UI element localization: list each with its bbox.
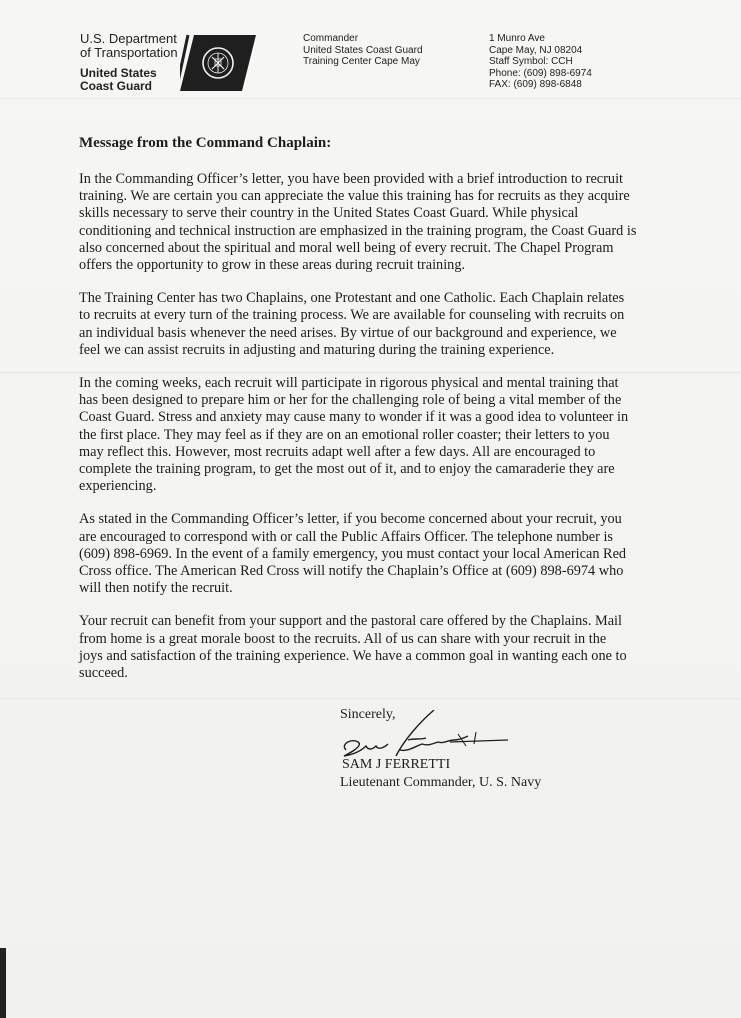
text-line: joys and satisfaction of the training experience. We have a common goal in wanting each one to <box>79 647 627 664</box>
commander-line: United States Coast Guard <box>303 44 423 56</box>
text-line: from home is a great morale boost to the recruits. All of us can share with your recruit in the <box>79 630 607 647</box>
coast-guard-seal-icon <box>180 33 256 93</box>
signer-name: SAM J FERRETTI <box>342 757 451 772</box>
text-line: the first place. They may feel as if they are on an emotional roller coaster; their letters to you <box>79 426 610 443</box>
scan-edge-shadow <box>0 948 6 1018</box>
text-line: skills necessary to serve their country in the United States Coast Guard. While physical <box>79 205 579 222</box>
address-line: Cape May, NJ 08204 <box>489 44 583 56</box>
text-line: succeed. <box>79 665 128 682</box>
text-line: conditioning and technical instruction are emphasized in the training program, the Coast Guard is <box>79 222 637 239</box>
text-line: has been designed to prepare him or her for the challenging role of being a vital member of the <box>79 392 622 409</box>
commander-line: Training Center Cape May <box>303 56 420 67</box>
coast-guard-line: Coast Guard <box>80 79 153 93</box>
letter-heading: Message from the Command Chaplain: <box>79 135 332 151</box>
text-line: an individual basis whenever the need arises. By virtue of our background and experience, we <box>79 324 617 341</box>
letter-body <box>79 134 657 698</box>
text-line: As stated in the Commanding Officer’s letter, if you become concerned about your recruit, you <box>79 511 622 528</box>
text-line: Your recruit can benefit from your support and the pastoral care offered by the Chaplains. Mail <box>79 613 622 630</box>
text-line: training. We are certain you can appreciate the value this training has for recruits as they acquire <box>79 188 630 205</box>
department-line: of Transportation <box>80 45 178 60</box>
text-line: offers the opportunity to grow in these areas during recruit training. <box>79 257 466 274</box>
closing-text: Sincerely, <box>340 707 396 722</box>
text-line: Cross office. The American Red Cross will notify the Chaplain’s Office at (609) 898-6974 who <box>79 563 624 580</box>
commander-line: Commander <box>303 33 359 44</box>
coast-guard-name <box>80 67 157 93</box>
address-line: 1 Munro Ave <box>489 33 545 44</box>
paragraph <box>79 613 657 682</box>
text-line: In the coming weeks, each recruit will participate in rigorous physical and mental training that <box>79 375 619 392</box>
text-line: experiencing. <box>79 478 157 495</box>
paragraph <box>79 375 657 495</box>
text-line: The Training Center has two Chaplains, one Protestant and one Catholic. Each Chaplain relates <box>79 290 625 307</box>
text-line: also concerned about the spiritual and moral well being of every recruit. The Chapel Program <box>79 239 614 256</box>
text-line: feel we can assist recruits in adjusting and maturing during the training experience. <box>79 341 555 358</box>
letterhead <box>0 0 741 100</box>
paper-fold <box>0 698 741 700</box>
text-line: will then notify the recruit. <box>79 580 233 597</box>
text-line: complete the training program, to get the most out of it, and to enjoy the camaraderie they are <box>79 461 615 478</box>
address-line: Phone: (609) 898-6974 <box>489 67 592 79</box>
text-line: are encouraged to correspond with or call the Public Affairs Officer. The telephone number is <box>79 528 613 545</box>
address-line: Staff Symbol: CCH <box>489 56 573 67</box>
paragraph <box>79 511 657 597</box>
address-block <box>489 33 592 91</box>
department-name <box>80 32 178 60</box>
text-line: to recruits at every turn of the training process. We are available for counseling with recruits on <box>79 307 625 324</box>
text-line: (609) 898-6969. In the event of a family emergency, you must contact your local American Red <box>79 545 627 562</box>
signer-title: Lieutenant Commander, U. S. Navy <box>340 775 542 790</box>
text-line: In the Commanding Officer’s letter, you have been provided with a brief introduction to recruit <box>79 171 624 187</box>
paragraph <box>79 171 657 274</box>
text-line: may reflect this. However, most recruits adapt well after a few days. All are encouraged to <box>79 443 596 460</box>
department-line: U.S. Department <box>80 31 177 46</box>
paragraph <box>79 290 657 359</box>
coast-guard-line: United States <box>80 66 157 80</box>
address-line: FAX: (609) 898-6848 <box>489 79 582 90</box>
commander-block <box>303 33 423 68</box>
text-line: Coast Guard. Stress and anxiety may cause many to wonder if it was a good idea to volunteer in <box>79 409 629 426</box>
